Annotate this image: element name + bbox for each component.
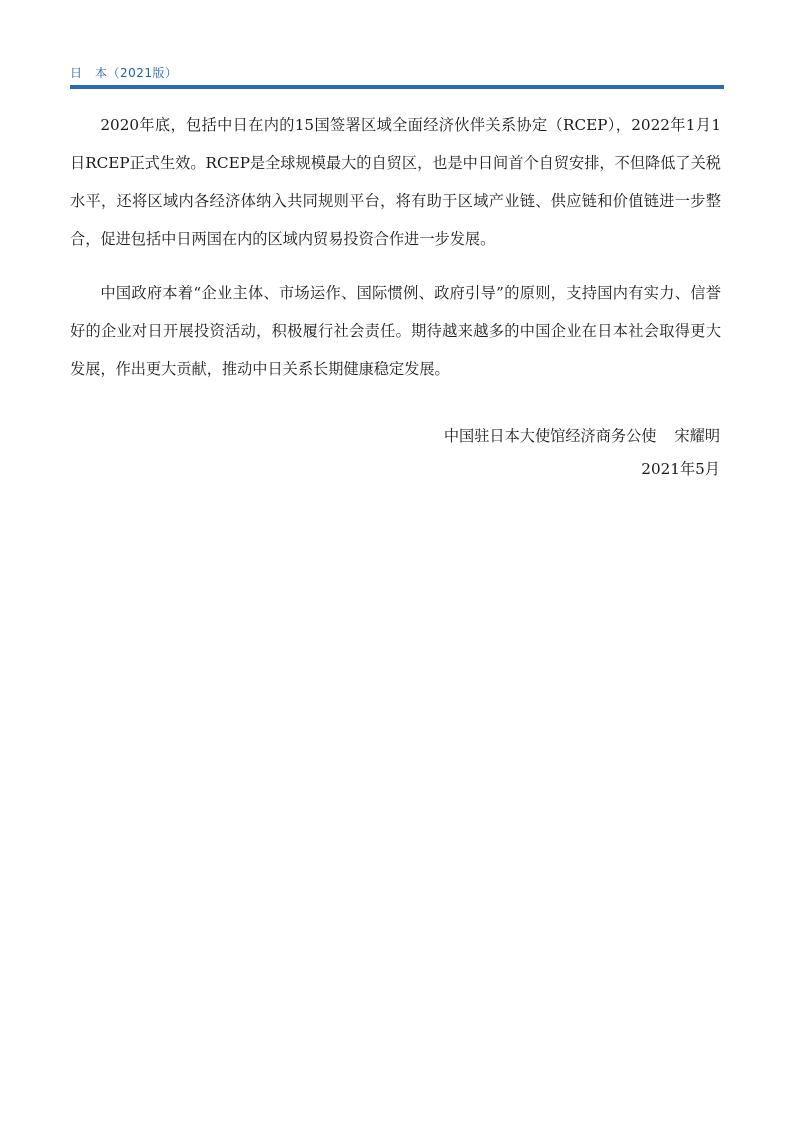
signature-block [444,420,720,486]
signatory-title: 中国驻日本大使馆经济商务公使 [443,427,657,445]
signature-line [444,420,720,453]
page-header [70,64,724,92]
main-body [70,106,721,404]
signature-date: 2021年5月 [641,460,720,478]
paragraph-rcep: 2020年底，包括中日在内的15国签署区域全面经济伙伴关系协定（RCEP），2022年1月1日RCEP正式生效。RCEP是全球规模最大的自贸区，也是中日间首个自贸安排，不但降低了关税水平，还将区域内各经济体纳入共同规则平台，将有助于区域产业链、供应链和价值链进一步整合，促进包括中日两国在内的区域内贸易投资合作进一步发展。 [70,116,721,248]
header-divider [70,85,724,89]
running-header-title: 日 本（2021版） [70,66,178,80]
paragraph-investment-policy: 中国政府本着“企业主体、市场运作、国际惯例、政府引导”的原则，支持国内有实力、信誉好的企业对日开展投资活动，积极履行社会责任。期待越来越多的中国企业在日本社会取得更大发展，作出更大贡献，推动中日关系长期健康稳定发展。 [70,284,721,378]
signatory-name: 宋耀明 [674,427,720,445]
